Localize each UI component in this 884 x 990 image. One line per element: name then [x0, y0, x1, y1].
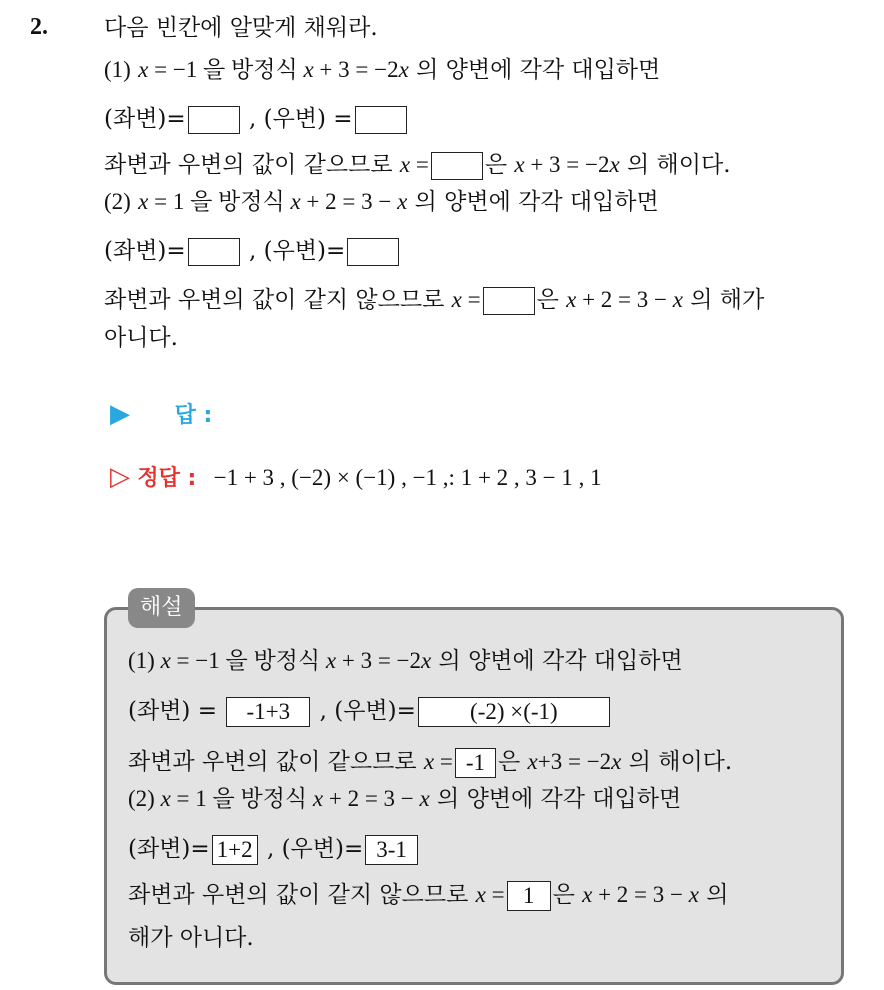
var-x: x	[514, 152, 525, 177]
answer-box: 1+2	[212, 835, 258, 865]
math-text: 의 양변에 각각 대입하면	[407, 189, 659, 215]
math-text: 의 양변에 각각 대입하면	[429, 786, 682, 812]
var-x: x	[582, 882, 593, 907]
var-x: x	[398, 57, 409, 82]
math-text: + 3 = −2	[336, 648, 422, 673]
part-label: (1)	[128, 648, 161, 673]
answer-box: (-2) ×(-1)	[418, 697, 610, 727]
answer-box: -1	[455, 748, 496, 778]
math-text: =	[461, 287, 481, 312]
var-x: x	[138, 57, 149, 82]
var-x: x	[303, 57, 314, 82]
solution-part1-sides	[128, 695, 612, 727]
question-part2-sides	[104, 235, 401, 267]
answer-label: 답 :	[174, 403, 213, 428]
var-x: x	[527, 749, 538, 774]
var-x: x	[566, 287, 577, 312]
var-x: x	[672, 287, 683, 312]
conclusion-text: 의 해이다.	[621, 749, 733, 775]
var-x: x	[290, 189, 301, 214]
var-x: x	[325, 648, 337, 673]
var-x: x	[312, 786, 324, 811]
math-text: =	[485, 882, 505, 907]
solution-tag: 해설	[128, 588, 195, 628]
conclusion-text: 은	[536, 287, 567, 313]
conclusion-text: 좌변과 우변의 값이 같지 않으므로	[128, 882, 476, 908]
math-text: + 3 = −2	[524, 152, 610, 177]
outline-play-icon: ▷	[110, 462, 130, 492]
var-x: x	[475, 882, 486, 907]
left-side-label: (좌변)=	[104, 238, 186, 264]
var-x: x	[451, 287, 462, 312]
answer-blank[interactable]	[347, 238, 399, 266]
question-part1-statement	[104, 54, 660, 86]
right-side-label: , (우변) =	[248, 106, 353, 132]
answer-blank[interactable]	[483, 287, 535, 315]
part-label: (2)	[128, 786, 161, 811]
answer-blank[interactable]	[431, 152, 483, 180]
question-prompt: 다음 빈칸에 알맞게 채워라.	[104, 15, 378, 41]
question-part1-conclusion	[104, 149, 731, 181]
math-text: 의 양변에 각각 대입하면	[431, 648, 683, 674]
math-text: = 1 을 방정식	[148, 189, 291, 214]
answer-box: 3-1	[365, 835, 418, 865]
var-x: x	[138, 189, 149, 214]
var-x: x	[609, 152, 620, 177]
solution-part2-sides	[128, 833, 420, 865]
var-x: x	[423, 749, 435, 774]
play-icon: ▶	[110, 399, 130, 429]
part-label: (1)	[104, 57, 131, 82]
var-x: x	[421, 648, 432, 673]
math-text: = −1 을 방정식	[170, 648, 326, 673]
conclusion-text: 은	[552, 882, 583, 908]
math-text: 의 양변에 각각 대입하면	[408, 57, 661, 83]
solution-part1-statement	[128, 645, 683, 677]
var-x: x	[688, 882, 699, 907]
question-part1-sides	[104, 103, 409, 135]
answer-row	[110, 398, 212, 432]
right-side-label: , (우변)=	[319, 698, 416, 724]
var-x: x	[611, 749, 622, 774]
answer-blank[interactable]	[188, 238, 240, 266]
answer-box: 1	[507, 881, 551, 911]
correct-answer-label: 정답 :	[137, 466, 197, 491]
math-text: +3 = −2	[537, 749, 612, 774]
solution-part2-conclusion	[128, 879, 728, 911]
right-side-label: , (우변)=	[266, 836, 364, 862]
conclusion-text: 은	[484, 152, 515, 178]
var-x: x	[419, 786, 430, 811]
right-side-label: , (우변)=	[248, 238, 346, 264]
math-text: + 2 = 3 −	[576, 287, 673, 312]
part-label: (2)	[104, 189, 131, 214]
answer-blank[interactable]	[355, 106, 407, 134]
correct-answer-row	[110, 461, 602, 495]
solution-part1-conclusion	[128, 746, 732, 778]
var-x: x	[160, 786, 171, 811]
conclusion-text: 의 해이다.	[619, 152, 731, 178]
var-x: x	[160, 648, 171, 673]
var-x: x	[397, 189, 408, 214]
conclusion-text: 좌변과 우변의 값이 같으므로	[104, 152, 400, 178]
math-text: + 3 = −2	[313, 57, 399, 82]
correct-answer-value: −1 + 3 , (−2) × (−1) , −1 ,: 1 + 2 , 3 − 1 , 1	[213, 465, 602, 490]
var-x: x	[399, 152, 411, 177]
conclusion-text: 좌변과 우변의 값이 같으므로	[128, 749, 424, 775]
math-text: = −1 을 방정식	[148, 57, 304, 82]
question-part2-conclusion	[104, 284, 764, 316]
math-text: = 1 을 방정식	[170, 786, 313, 811]
math-text: + 2 = 3 −	[323, 786, 420, 811]
left-side-label: (좌변)=	[128, 836, 210, 862]
conclusion-text: 의	[698, 882, 729, 908]
conclusion-text: 좌변과 우변의 값이 같지 않으므로	[104, 287, 452, 313]
left-side-label: (좌변)=	[104, 106, 186, 132]
math-text: + 2 = 3 −	[592, 882, 689, 907]
question-part2-statement	[104, 186, 659, 218]
solution-part2-conclusion-cont: 해가 아니다.	[128, 925, 254, 951]
math-text: =	[434, 749, 453, 774]
answer-box: -1+3	[226, 697, 310, 727]
answer-blank[interactable]	[188, 106, 240, 134]
math-text: =	[410, 152, 429, 177]
left-side-label: (좌변) =	[128, 698, 217, 724]
question-part2-conclusion-cont: 아니다.	[104, 325, 178, 351]
conclusion-text: 은	[498, 749, 528, 775]
question-number: 2.	[30, 14, 48, 40]
conclusion-text: 의 해가	[682, 287, 765, 313]
math-text: + 2 = 3 −	[300, 189, 398, 214]
solution-part2-statement	[128, 783, 681, 815]
